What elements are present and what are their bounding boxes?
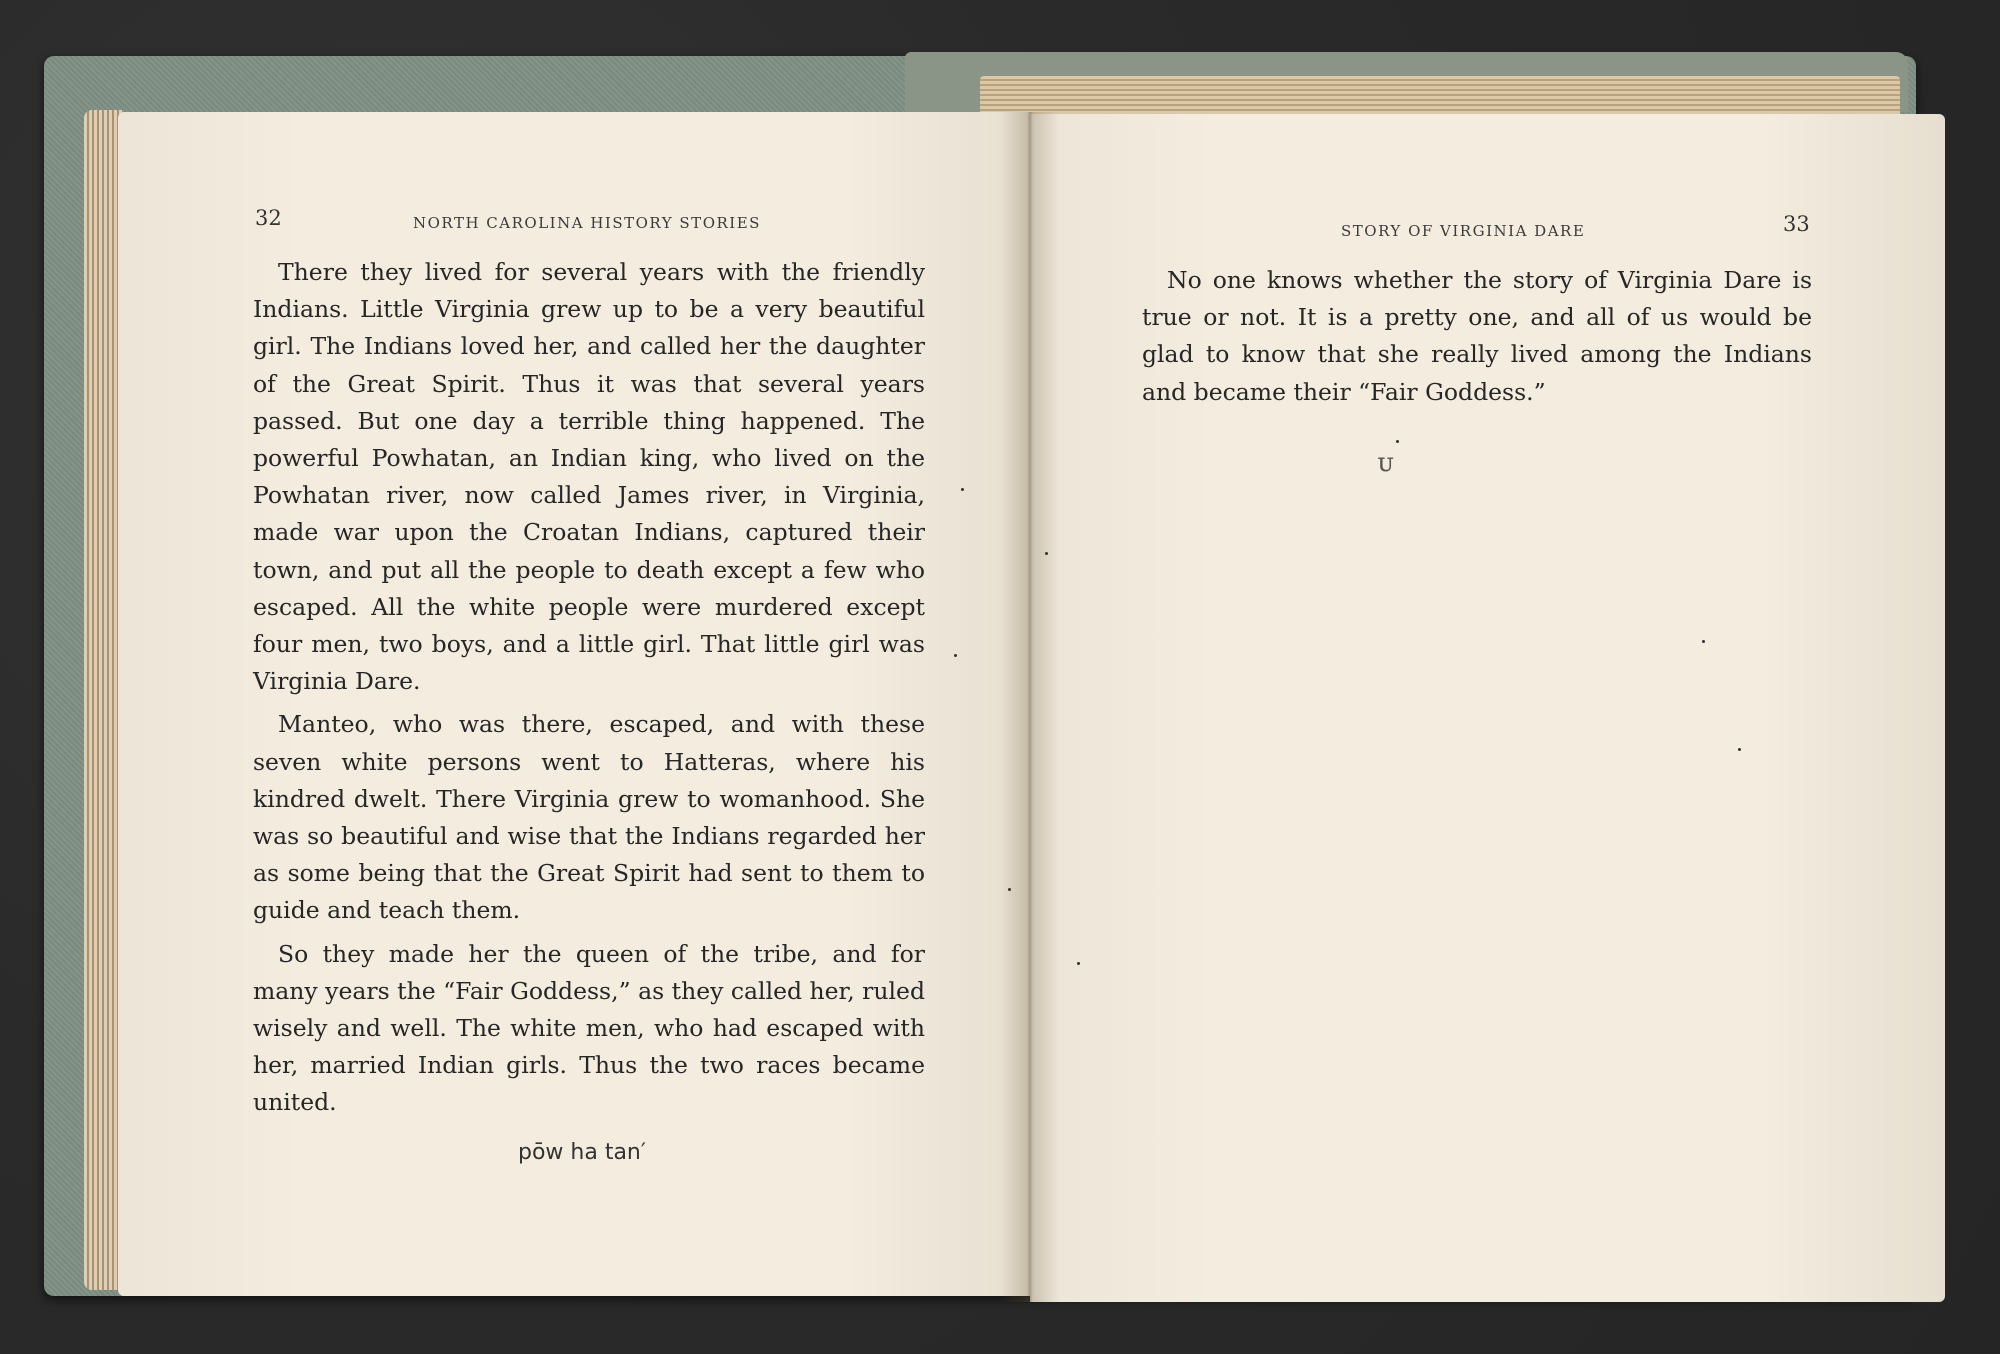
- paper-speck: [1045, 552, 1048, 555]
- left-running-head: NORTH CAROLINA HISTORY STORIES: [413, 214, 761, 232]
- book-gutter: [1000, 112, 1060, 1302]
- left-paragraph-1: There they lived for several years with the friendly Indians. Little Virginia grew up to be a very beautiful girl. The Indians loved her, and called her the daughter of the Great Spirit. Thus it was that several years passed. But one day a terrible thing happened. The powerful Powhatan, an Indian king, who lived on the Powhatan river, now called James river, in Virginia, made war upon the Croatan Indians, captured their town, and put all the people to death except a few who escaped. All the white people were murdered except four men, two boys, and a little girl. That little girl was Virginia Dare.: [253, 258, 925, 696]
- right-paragraph-1: No one knows whether the story of Virginia Dare is true or not. It is a pretty one, and all of us would be glad to know that she really lived among the Indians and became their “Fair Goddess.”: [1142, 266, 1812, 406]
- right-text-block: [1142, 262, 1812, 417]
- pronunciation-footnote: pōw ha tan′: [518, 1140, 646, 1165]
- paper-speck: [1702, 640, 1705, 643]
- left-paragraph-3: So they made her the queen of the tribe, and for many years the “Fair Goddess,” as they called her, ruled wisely and well. The white men, who had escaped with her, married Indian girls. Thus the two races became united.: [253, 939, 925, 1117]
- paper-speck: [1077, 962, 1080, 965]
- left-page-number: 32: [255, 206, 282, 230]
- right-page-number: 33: [1783, 212, 1810, 236]
- left-paragraph-2: Manteo, who was there, escaped, and with these seven white persons went to Hatteras, where his kindred dwelt. There Virginia grew to womanhood. She was so beautiful and wise that the Indians regarded her as some being that the Great Spirit had sent to them to guide and teach them.: [253, 710, 925, 925]
- paper-speck: [1396, 440, 1399, 443]
- paper-speck: [1008, 888, 1011, 891]
- pencil-mark: ᴜ: [1378, 448, 1394, 478]
- paper-speck: [961, 488, 964, 491]
- right-running-head: STORY OF VIRGINIA DARE: [1341, 222, 1586, 240]
- paper-speck: [954, 654, 957, 657]
- left-text-block: [253, 254, 925, 1128]
- paper-speck: [1738, 748, 1741, 751]
